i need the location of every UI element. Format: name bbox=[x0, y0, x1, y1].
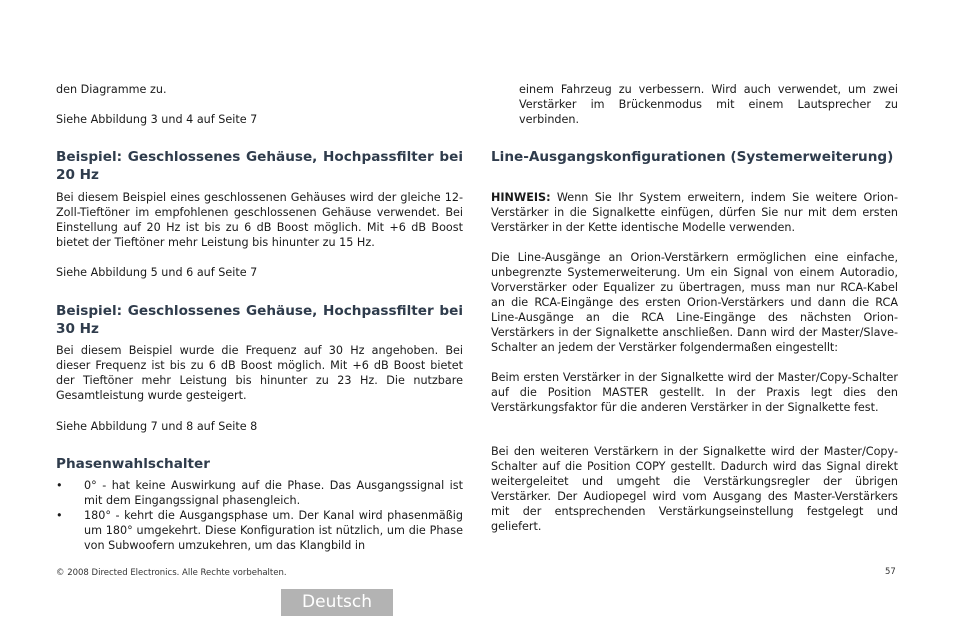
copyright-notice: © 2008 Directed Electronics. Alle Rechte vorbehalten. bbox=[56, 568, 287, 578]
list-item-phase-0 bbox=[56, 478, 463, 510]
heading-line-output-config: Line-Ausgangskonfigurationen (Systemerweiterung) bbox=[491, 149, 894, 165]
bullet: • bbox=[56, 479, 63, 492]
left-figure-reference-2: Siehe Abbildung 5 und 6 auf Seite 7 bbox=[56, 266, 258, 279]
note-text: Wenn Sie Ihr System erweitern, indem Sie weitere Orion-Verstärker in die Signalkette einfügen, dürfen Sie nur mit dem ersten Verstärker in der Kette identische Modelle verwenden. bbox=[491, 191, 898, 234]
left-figure-reference-3: Siehe Abbildung 7 und 8 auf Seite 8 bbox=[56, 420, 258, 433]
paragraph-closed-box-20hz: Bei diesem Beispiel eines geschlossenen Gehäuses wird der gleiche 12-Zoll-Tieftöner im empfohlenen geschlossenen Gehäuse verwendet. Bei Einstellung auf 20 Hz ist bis zu 6 dB Boost möglich. Mit +6 dB Boost bietet der Tieftöner mehr Leistung bis hinunter zu 15 Hz. bbox=[56, 191, 463, 249]
language-tab: Deutsch bbox=[281, 589, 393, 616]
right-paragraph-continuation: einem Fahrzeug zu verbessern. Wird auch verwendet, um zwei Verstärker im Brückenmodus mit einem Lautsprecher zu verbinden. bbox=[519, 83, 898, 126]
paragraph-first-amplifier: Beim ersten Verstärker in der Signalkette wird der Master/Copy-Schalter auf die Position MASTER gestellt. In der Praxis legt dies den Verstärkungsfaktor für die anderen Verstärker in der Signalkette fest. bbox=[491, 371, 898, 414]
list-item-phase-180 bbox=[56, 508, 463, 556]
page-number: 57 bbox=[885, 567, 896, 577]
heading-closed-box-30hz: Beispiel: Geschlossenes Gehäuse, Hochpassfilter bei 30 Hz bbox=[56, 303, 463, 337]
heading-phase-switch: Phasenwahlschalter bbox=[56, 456, 210, 472]
note-label: HINWEIS: bbox=[491, 191, 551, 204]
paragraph-further-amplifiers: Bei den weiteren Verstärkern in der Signalkette wird der Master/Copy-Schalter auf die Position COPY gestellt. Dadurch wird das Signal direkt weitergeleitet und umgeht die Verstärkungsregler der übrigen Verstärker. Der Audiopegel wird vom Ausgang des Master-Verstärkers mit der entsprechenden Verstärkungseinstellung festgelegt und geliefert. bbox=[491, 445, 898, 533]
paragraph-closed-box-30hz: Bei diesem Beispiel wurde die Frequenz auf 30 Hz angehoben. Bei dieser Frequenz ist bis zu 6 dB Boost möglich. Mit +6 dB Boost bietet der Tieftöner mehr Leistung bis hinunter zu 23 Hz. Die nutzbare Gesamtleistung wurde gesteigert. bbox=[56, 344, 463, 402]
left-figure-reference-1: Siehe Abbildung 3 und 4 auf Seite 7 bbox=[56, 113, 258, 126]
note-paragraph bbox=[491, 190, 898, 235]
list-item-text: 180° - kehrt die Ausgangsphase um. Der Kanal wird phasenmäßig um 180° umgekehrt. Diese Konfiguration ist nützlich, um die Phase von Subwoofern umzukehren, um das Klangbild in bbox=[84, 509, 463, 552]
bullet: • bbox=[56, 509, 63, 522]
paragraph-line-outputs: Die Line-Ausgänge an Orion-Verstärkern ermöglichen eine einfache, unbegrenzte Systemerweiterung. Um ein Signal von einem Autoradio, Vorverstärker oder Equalizer zu übertragen, muss man nur RCA-Kabel an die RCA-Eingänge des ersten Orion-Verstärkers und dann die RCA Line-Ausgänge an die RCA Line-Eingänge des nächsten Orion-Verstärkers in der Signalkette anschließen. Dann wird der Master/Slave-Schalter an jedem der Verstärker folgendermaßen eingestellt: bbox=[491, 251, 898, 354]
heading-closed-box-20hz: Beispiel: Geschlossenes Gehäuse, Hochpassfilter bei 20 Hz bbox=[56, 149, 463, 183]
list-item-text: 0° - hat keine Auswirkung auf die Phase. Das Ausgangssignal ist mit dem Eingangssignal phasengleich. bbox=[84, 479, 463, 507]
left-paragraph-continuation: den Diagramme zu. bbox=[56, 83, 167, 96]
